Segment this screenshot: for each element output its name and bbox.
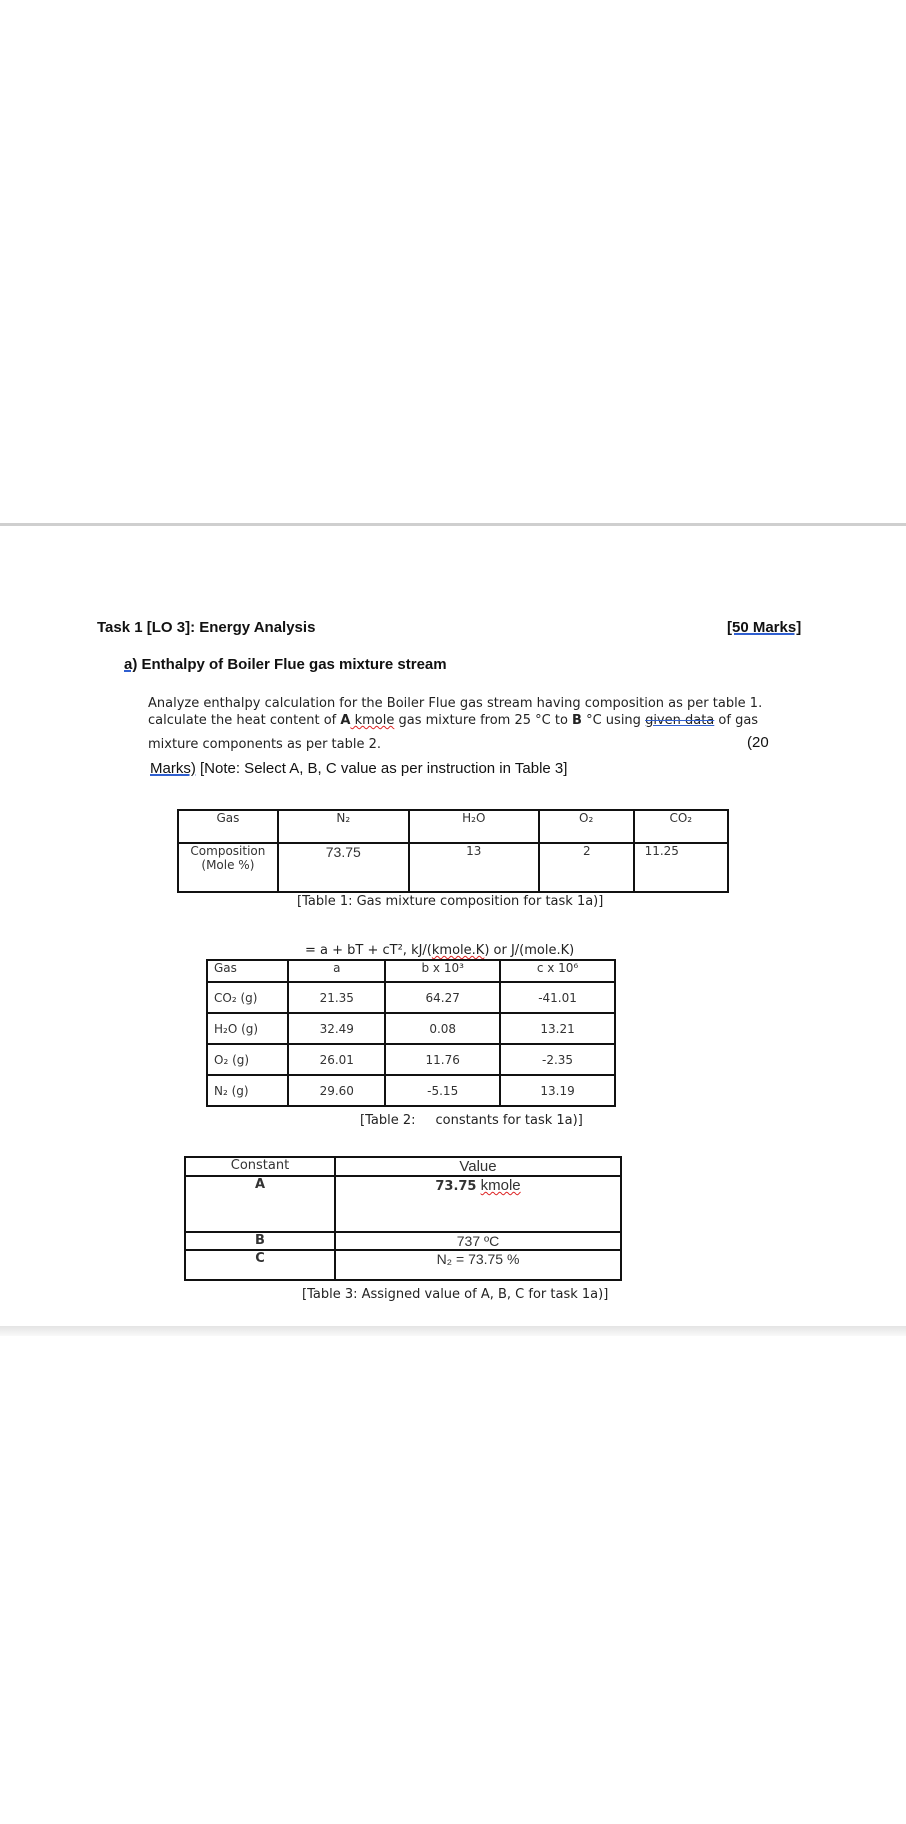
t2-cell: CO₂ (g) <box>207 982 288 1013</box>
t2-header-c: c x 10⁶ <box>500 960 615 982</box>
t1-label-line1: Composition <box>190 844 266 858</box>
t2-cell: 13.19 <box>500 1075 615 1106</box>
t1-header-co2: CO₂ <box>634 810 728 843</box>
t2-cell: -2.35 <box>500 1044 615 1075</box>
t3-header-value: Value <box>335 1157 621 1176</box>
t2-header-b: b x 10³ <box>385 960 500 982</box>
t1-header-gas: Gas <box>178 810 278 843</box>
t3-value-c: N₂ = 73.75 % <box>335 1250 621 1280</box>
t3-value-b: 737 ºC <box>335 1232 621 1250</box>
t2-cell: 21.35 <box>288 982 385 1013</box>
t3-label-b: B <box>185 1232 335 1250</box>
table-1-caption: [Table 1: Gas mixture composition for task 1a)] <box>297 894 604 909</box>
total-marks: [50 Marks] <box>727 619 802 636</box>
para-text: of gas <box>714 713 759 728</box>
formula-text: = a + bT + cT², kJ/( <box>305 943 432 958</box>
t1-value-co2: 11.25 <box>634 843 728 892</box>
t2-cell: 0.08 <box>385 1013 500 1044</box>
t2-cell: 29.60 <box>288 1075 385 1106</box>
t2-cell: 26.01 <box>288 1044 385 1075</box>
note-line <box>150 760 567 777</box>
marks-open: (20 <box>747 734 769 751</box>
t1-value-o2: 2 <box>539 843 634 892</box>
t2-cell: O₂ (g) <box>207 1044 288 1075</box>
table-row <box>207 1013 615 1044</box>
paragraph-line-1: Analyze enthalpy calculation for the Boiler Flue gas stream having composition as per table 1. <box>148 696 763 711</box>
para-var-b: B <box>572 713 582 728</box>
task-title: Task 1 [LO 3]: Energy Analysis <box>97 619 316 636</box>
caption-part: [Table 2: <box>360 1113 416 1128</box>
para-unit: kmole <box>350 713 395 728</box>
t1-value-n2: 73.75 <box>278 843 409 892</box>
t1-header-h2o: H₂O <box>409 810 539 843</box>
table-row <box>207 1044 615 1075</box>
t3-header-constant: Constant <box>185 1157 335 1176</box>
paragraph-line-2 <box>148 713 758 728</box>
t3-label-a: A <box>185 1176 335 1232</box>
formula-unit: kmole.K <box>431 943 485 958</box>
t2-cell: 64.27 <box>385 982 500 1013</box>
page-divider-bottom <box>0 1326 906 1336</box>
page-divider-top <box>0 523 906 526</box>
t1-label-line2: (Mole %) <box>201 858 255 872</box>
table-3 <box>184 1156 622 1281</box>
t3-value-a <box>335 1176 621 1232</box>
table-row <box>207 982 615 1013</box>
paragraph-line-3: mixture components as per table 2. <box>148 737 382 752</box>
note-text: [Note: Select A, B, C value as per instruction in Table 3] <box>195 760 568 777</box>
t3-value-a-unit: kmole <box>480 1177 521 1194</box>
t2-cell: N₂ (g) <box>207 1075 288 1106</box>
formula-text: ) or J/(mole.K) <box>484 943 575 958</box>
table-3-caption: [Table 3: Assigned value of A, B, C for task 1a)] <box>302 1287 609 1302</box>
table-2-caption <box>360 1113 583 1128</box>
t3-label-c: C <box>185 1250 335 1280</box>
t2-cell: -5.15 <box>385 1075 500 1106</box>
t2-cell: 13.21 <box>500 1013 615 1044</box>
para-text: calculate the heat content of <box>148 713 341 728</box>
note-marks: Marks) <box>150 760 196 777</box>
table-2 <box>206 959 616 1107</box>
t2-cell: 32.49 <box>288 1013 385 1044</box>
t1-header-n2: N₂ <box>278 810 409 843</box>
table-row <box>207 1075 615 1106</box>
t1-value-h2o: 13 <box>409 843 539 892</box>
para-text: gas mixture from 25 °C to <box>394 713 573 728</box>
t2-cell: H₂O (g) <box>207 1013 288 1044</box>
t2-header-gas: Gas <box>207 960 288 982</box>
para-given-data: given data <box>645 713 715 728</box>
part-a-title <box>124 656 447 673</box>
t1-row-label <box>178 843 278 892</box>
caption-part: constants for task 1a)] <box>435 1113 583 1128</box>
part-a-letter: a) <box>124 656 138 673</box>
para-var-a: A <box>340 713 351 728</box>
table-2-formula <box>305 943 574 958</box>
t2-header-a: a <box>288 960 385 982</box>
part-a-heading: Enthalpy of Boiler Flue gas mixture stream <box>141 656 447 673</box>
para-text: °C using <box>581 713 646 728</box>
t2-cell: -41.01 <box>500 982 615 1013</box>
t3-value-a-number: 73.75 <box>435 1179 477 1194</box>
table-1 <box>177 809 729 893</box>
t1-header-o2: O₂ <box>539 810 634 843</box>
t2-cell: 11.76 <box>385 1044 500 1075</box>
